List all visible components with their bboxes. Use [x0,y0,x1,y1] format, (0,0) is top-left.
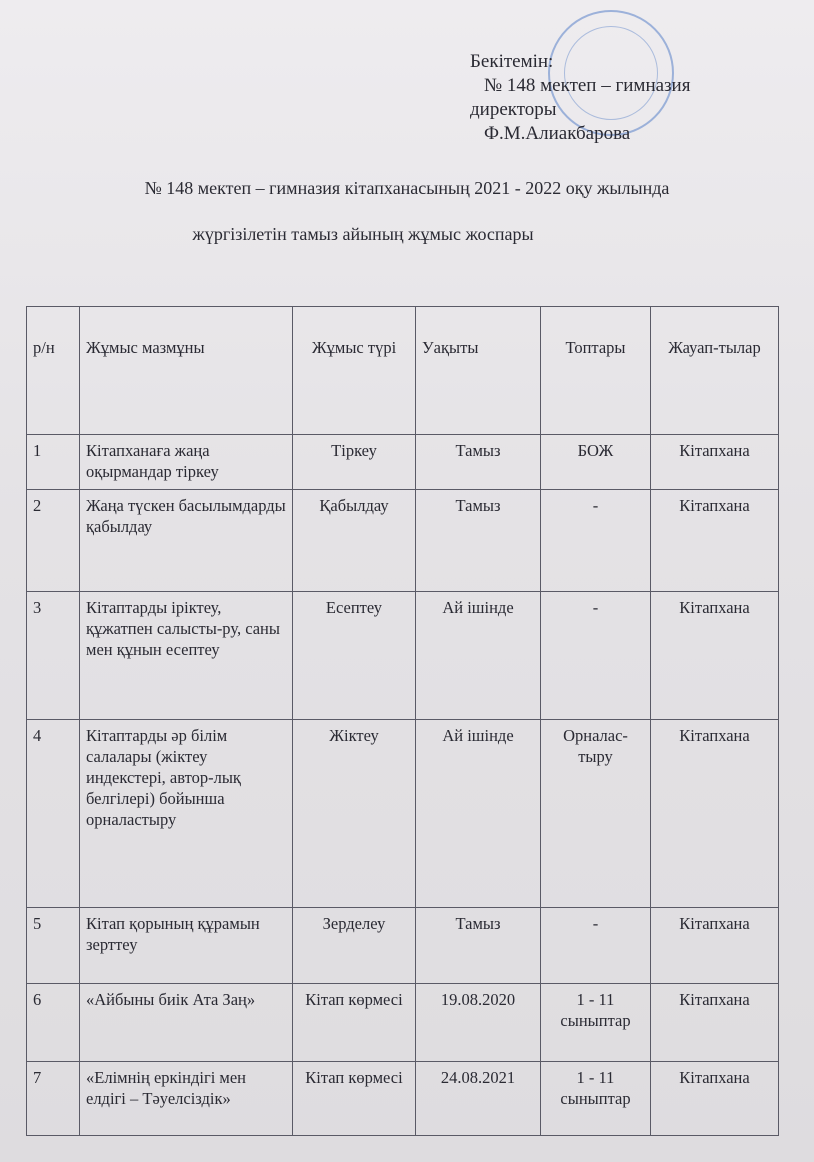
cell-time: Тамыз [416,908,541,984]
table-row [27,984,779,1062]
table-row [27,1062,779,1136]
header-time: Уақыты [416,307,541,435]
header-type: Жұмыс түрі [293,307,416,435]
cell-no: 1 [27,435,80,490]
cell-content: Кітап қорының құрамын зерттеу [80,908,293,984]
cell-type: Кітап көрмесі [293,1062,416,1136]
cell-group: - [541,592,651,720]
cell-content: «Айбыны биік Ата Заң» [80,984,293,1062]
cell-content: Кітаптарды іріктеу, құжатпен салысты-ру, саны мен құнын есептеу [80,592,293,720]
cell-time: Ай ішінде [416,720,541,908]
cell-responsible: Кітапхана [651,592,779,720]
cell-no: 6 [27,984,80,1062]
document-title-line-1: № 148 мектеп – гимназия кітапханасының 2021 - 2022 оқу жылында [144,178,670,198]
approval-line-3: директоры [470,99,557,120]
header-no: р/н [27,307,80,435]
cell-time: 19.08.2020 [416,984,541,1062]
cell-content: Кітаптарды әр білім салалары (жіктеу индекстері, автор-лық белгілері) бойынша орналастыру [80,720,293,908]
cell-content: Кітапханаға жаңа оқырмандар тіркеу [80,435,293,490]
cell-type: Кітап көрмесі [293,984,416,1062]
header-responsible: Жауап-тылар [651,307,779,435]
cell-no: 3 [27,592,80,720]
cell-no: 4 [27,720,80,908]
cell-type: Жіктеу [293,720,416,908]
cell-group: Орналас-тыру [541,720,651,908]
table-header-row [27,307,779,435]
approval-line-4: Ф.М.Алиакбарова [484,123,631,144]
approval-block [470,50,690,146]
cell-time: Тамыз [416,490,541,592]
cell-content: «Елімнің еркіндігі мен елдігі – Тәуелсіздік» [80,1062,293,1136]
cell-no: 5 [27,908,80,984]
header-group: Топтары [541,307,651,435]
cell-group: 1 - 11 сыныптар [541,1062,651,1136]
cell-no: 2 [27,490,80,592]
cell-responsible: Кітапхана [651,490,779,592]
approval-line-2: № 148 мектеп – гимназия [484,75,691,96]
table-row [27,435,779,490]
table-row [27,720,779,908]
table-row [27,908,779,984]
cell-group: - [541,908,651,984]
cell-responsible: Кітапхана [651,720,779,908]
cell-group: - [541,490,651,592]
table-row [27,592,779,720]
cell-time: 24.08.2021 [416,1062,541,1136]
cell-time: Ай ішінде [416,592,541,720]
cell-content: Жаңа түскен басылымдарды қабылдау [80,490,293,592]
cell-responsible: Кітапхана [651,1062,779,1136]
work-plan-table [26,306,779,1136]
approval-line-1: Бекітемін: [470,51,554,72]
cell-responsible: Кітапхана [651,908,779,984]
cell-type: Зерделеу [293,908,416,984]
cell-type: Қабылдау [293,490,416,592]
document-title-line-2: жүргізілетін тамыз айының жұмыс жоспары [192,224,534,244]
cell-type: Есептеу [293,592,416,720]
cell-group: БОЖ [541,435,651,490]
cell-responsible: Кітапхана [651,435,779,490]
cell-type: Тіркеу [293,435,416,490]
table-row [27,490,779,592]
cell-no: 7 [27,1062,80,1136]
cell-group: 1 - 11 сыныптар [541,984,651,1062]
cell-time: Тамыз [416,435,541,490]
header-content: Жұмыс мазмұны [80,307,293,435]
cell-responsible: Кітапхана [651,984,779,1062]
